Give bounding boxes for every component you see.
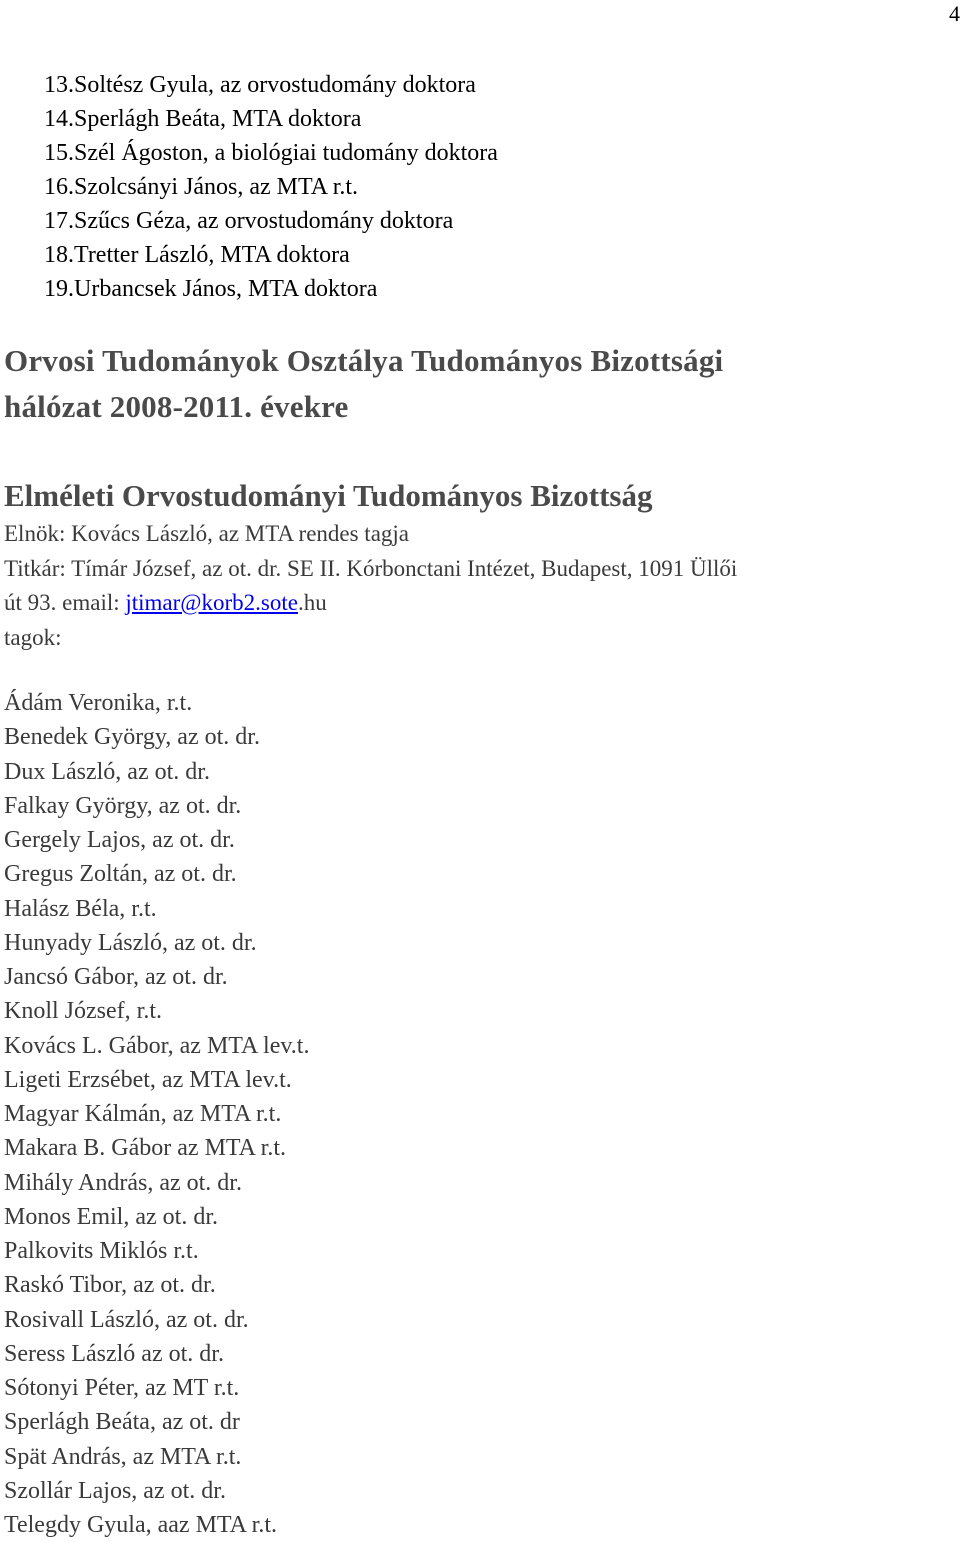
member-item: Telegdy Gyula, aaz MTA r.t. xyxy=(4,1512,277,1538)
section-heading xyxy=(4,338,723,430)
list-item: 17.Szűcs Géza, az orvostudomány doktora xyxy=(44,208,454,234)
members-label: tagok: xyxy=(4,624,62,650)
list-item: 14.Sperlágh Beáta, MTA doktora xyxy=(44,106,362,132)
member-item: Seress László az ot. dr. xyxy=(4,1340,224,1367)
address-text: út 93. email: xyxy=(4,590,126,615)
member-list-continued xyxy=(44,68,498,306)
section-heading-line1: Orvosi Tudományok Osztálya Tudományos Bizottsági xyxy=(4,343,724,378)
member-item: Kovács L. Gábor, az MTA lev.t. xyxy=(4,1032,310,1059)
member-item: Jancsó Gábor, az ot. dr. xyxy=(4,964,228,990)
member-item: Spät András, az MTA r.t. xyxy=(4,1443,242,1470)
secretary-address-line xyxy=(4,586,737,621)
section-heading-line2: hálózat 2008-2011. évekre xyxy=(4,389,349,424)
committee-info xyxy=(4,517,737,655)
member-item: Hunyady László, az ot. dr. xyxy=(4,929,257,956)
committee-title: Elméleti Orvostudományi Tudományos Bizottság xyxy=(4,478,653,513)
member-item: Magyar Kálmán, az MTA r.t. xyxy=(4,1101,282,1127)
member-item: Gregus Zoltán, az ot. dr. xyxy=(4,861,237,888)
page-number: 4 xyxy=(949,1,960,26)
member-item: Szollár Lajos, az ot. dr. xyxy=(4,1477,226,1504)
member-item: Halász Béla, r.t. xyxy=(4,895,157,922)
member-item: Raskó Tibor, az ot. dr. xyxy=(4,1272,216,1299)
member-item: Dux László, az ot. dr. xyxy=(4,758,210,785)
member-item: Monos Emil, az ot. dr. xyxy=(4,1203,218,1230)
list-item: 16.Szolcsányi János, az MTA r.t. xyxy=(44,174,359,200)
secretary-line: Titkár: Tímár József, az ot. dr. SE II. Kórbonctani Intézet, Budapest, 1091 Üllői xyxy=(4,555,738,581)
chair-line: Elnök: Kovács László, az MTA rendes tagja xyxy=(4,521,410,546)
list-item: 15.Szél Ágoston, a biológiai tudomány doktora xyxy=(44,140,498,166)
email-link[interactable]: jtimar@korb2.sote xyxy=(125,590,298,615)
list-item: 13.Soltész Gyula, az orvostudomány doktora xyxy=(44,72,476,98)
member-item: Palkovits Miklós r.t. xyxy=(4,1238,199,1264)
list-item: 18.Tretter László, MTA doktora xyxy=(44,242,350,268)
member-item: Sótonyi Péter, az MT r.t. xyxy=(4,1375,240,1401)
member-item: Makara B. Gábor az MTA r.t. xyxy=(4,1135,286,1162)
member-item: Ádám Veronika, r.t. xyxy=(4,690,193,716)
members-list xyxy=(4,686,309,1542)
list-item: 19.Urbancsek János, MTA doktora xyxy=(44,276,378,302)
member-item: Mihály András, az ot. dr. xyxy=(4,1169,242,1196)
member-item: Knoll József, r.t. xyxy=(4,998,162,1025)
member-item: Rosivall László, az ot. dr. xyxy=(4,1306,249,1333)
email-suffix: .hu xyxy=(297,590,327,615)
member-item: Gergely Lajos, az ot. dr. xyxy=(4,827,235,853)
member-item: Sperlágh Beáta, az ot. dr xyxy=(4,1409,240,1436)
member-item: Ligeti Erzsébet, az MTA lev.t. xyxy=(4,1066,292,1093)
member-item: Benedek György, az ot. dr. xyxy=(4,724,260,751)
member-item: Falkay György, az ot. dr. xyxy=(4,792,242,819)
